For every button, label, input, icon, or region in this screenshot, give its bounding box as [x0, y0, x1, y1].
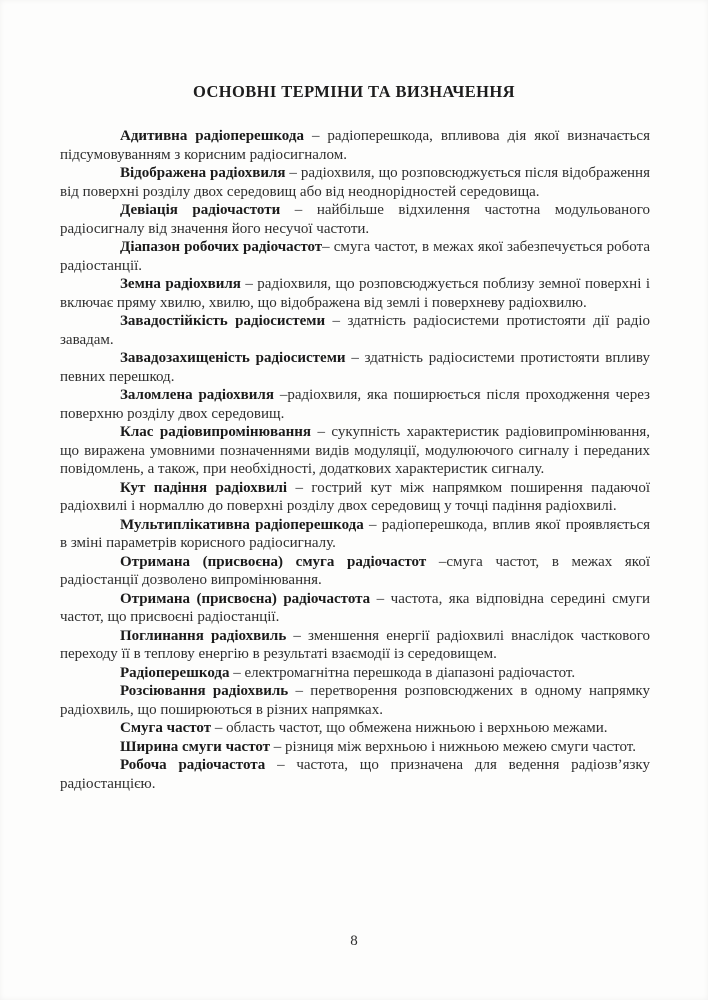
term-name: Завадозахищеність радіосистеми: [120, 350, 346, 366]
term-definition-paragraph: [60, 738, 650, 757]
term-definition-paragraph: [60, 719, 650, 738]
term-name: Мультиплікативна радіоперешкода: [120, 516, 364, 533]
term-definition: – зменшення енергії радіохвилі внаслідок часткового переходу її в теплову енергію в результаті взаємодії із середовищем.: [60, 627, 650, 662]
term-definition-paragraph: [60, 275, 650, 312]
term-definition-paragraph: [60, 682, 650, 719]
term-name: Діапазон робочих радіочастот: [120, 239, 323, 255]
term-name: Земна радіохвиля: [120, 276, 241, 292]
term-definition: – електромагнітна перешкода в діапазоні радіочастот.: [229, 664, 576, 681]
term-name: Відображена радіохвиля: [120, 165, 286, 181]
term-definition: –смуга частот, в межах якої радіостанції дозволено випромінювання.: [60, 553, 650, 588]
term-definition-paragraph: [60, 479, 650, 516]
term-name: Кут падіння радіохвилі: [120, 479, 288, 496]
term-name: Робоча радіочастота: [120, 757, 266, 773]
term-name: Смуга частот: [120, 720, 212, 736]
term-definition-paragraph: [60, 349, 650, 386]
term-definition: – радіохвиля, що розповсюджується поблизу земної поверхні і включає пряму хвилю, хвилю, що відображена від землі і поверхневу радіохвилю.: [60, 276, 650, 311]
term-definition-paragraph: [60, 516, 650, 553]
term-definition: – гострий кут між напрямком поширення падаючої радіохвилі і нормаллю до поверхні розділу двох середовищ у точці падіння радіохвилі.: [60, 479, 650, 514]
term-definition: – здатність радіосистеми протистояти впливу певних перешкод.: [60, 350, 650, 385]
term-definition-paragraph: [60, 423, 650, 479]
term-definition-paragraph: [60, 664, 650, 683]
term-definition-paragraph: [60, 127, 650, 164]
term-definition-paragraph: [60, 553, 650, 590]
term-name: Поглинання радіохвиль: [120, 627, 287, 644]
term-name: Радіоперешкода: [120, 664, 230, 681]
term-definition: – радіоперешкода, впливова дія якої визначається підсумовуванням з корисним радіосигналом.: [60, 128, 650, 163]
term-definition-paragraph: [60, 756, 650, 793]
term-definition: – різниця між верхньою і нижньою межею смуги частот.: [270, 738, 636, 755]
term-definition: – частота, що призначена для ведення радіозв’язку радіостанцією.: [60, 757, 650, 792]
term-definition: – сукупність характеристик радіовипромінювання, що виражена умовними позначеннями видів модуляції, модулюючого сигналу і переданих повідомлень, а також, при необхідності, додаткових характеристик сигналу.: [60, 424, 650, 477]
term-definition: – смуга частот, в межах якої забезпечується робота радіостанції.: [60, 239, 650, 274]
term-name: Клас радіовипромінювання: [120, 424, 312, 440]
term-definition: – радіоперешкода, вплив якої проявляється в зміні параметрів корисного радіосигналу.: [60, 516, 650, 551]
terms-list: [60, 127, 650, 793]
term-definition-paragraph: [60, 627, 650, 664]
term-name: Отримана (присвоєна) радіочастота: [120, 590, 371, 607]
term-name: Ширина смуги частот: [120, 738, 271, 755]
term-definition: – перетворення розповсюджених в одному напрямку радіохвиль, що поширюються в різних напрямках.: [60, 683, 651, 718]
page-title: ОСНОВНІ ТЕРМІНИ ТА ВИЗНАЧЕННЯ: [193, 82, 515, 101]
term-definition: – радіохвиля, що розповсюджується після відображення від поверхні розділу двох середовищ або від неоднорідностей середовища.: [60, 165, 650, 200]
term-definition-paragraph: [60, 164, 650, 201]
term-definition-paragraph: [60, 238, 650, 275]
term-name: Заломлена радіохвиля: [120, 387, 274, 403]
term-definition: –радіохвиля, яка поширюється після проходження через поверхню розділу двох середовищ.: [60, 387, 650, 422]
term-definition: – частота, яка відповідна середині смуги частот, що присвоєні радіостанції.: [60, 590, 650, 625]
term-definition: – здатність радіосистеми протистояти дії радіо завадам.: [60, 313, 651, 348]
term-name: Адитивна радіоперешкода: [120, 128, 304, 144]
term-definition-paragraph: [60, 386, 650, 423]
page-number: 8: [350, 933, 358, 949]
term-definition-paragraph: [60, 201, 650, 238]
term-name: Девіація радіочастоти: [120, 202, 281, 218]
term-name: Завадостійкість радіосистеми: [120, 313, 326, 329]
term-definition: – найбільше відхилення частотна модульованого радіосигналу від значення його несучої частоти.: [60, 202, 650, 237]
term-definition-paragraph: [60, 590, 650, 627]
term-name: Отримана (присвоєна) смуга радіочастот: [120, 553, 427, 570]
term-definition-paragraph: [60, 312, 650, 349]
term-definition: – область частот, що обмежена нижньою і верхньою межами.: [211, 720, 608, 736]
term-name: Розсіювання радіохвиль: [120, 683, 289, 699]
